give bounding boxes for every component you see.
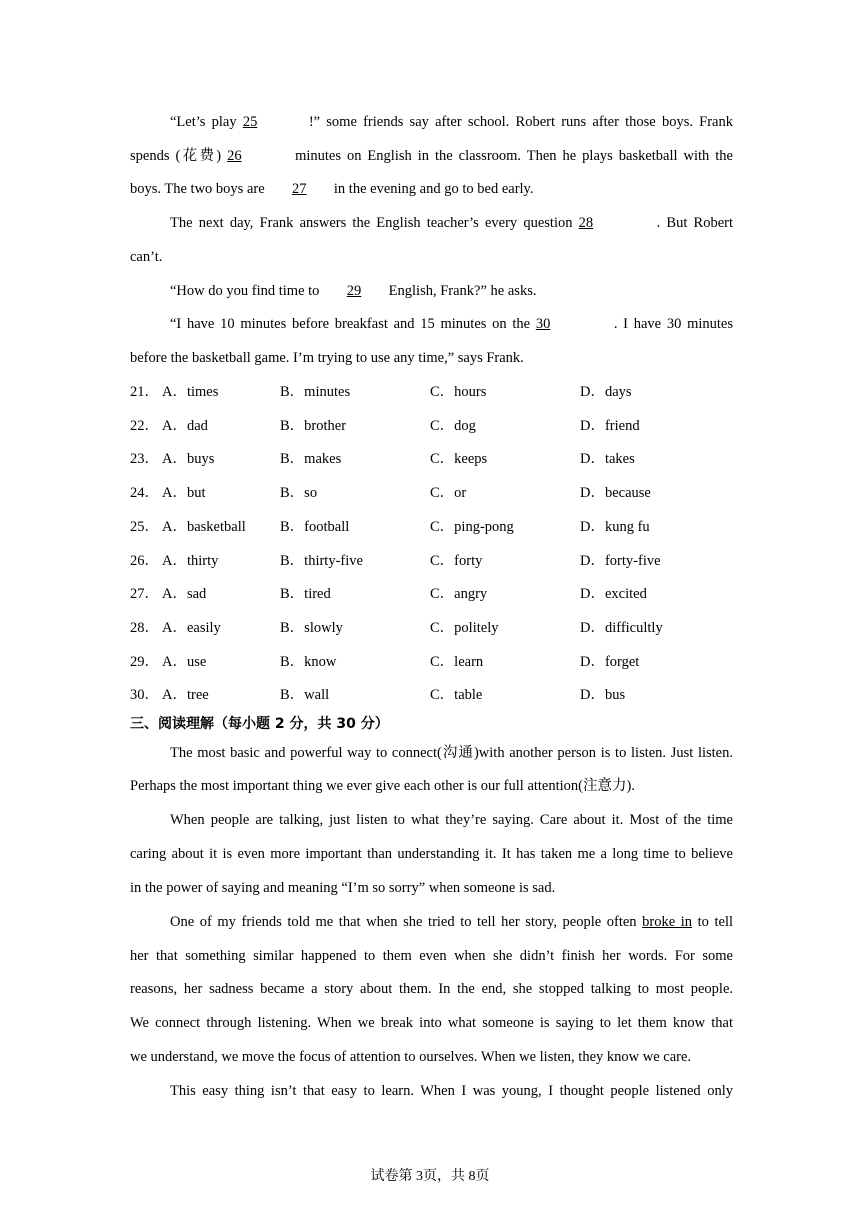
reading-line: reasons, her sadness became a story about them. In the end, she stopped talking to most people. — [130, 981, 733, 997]
option-b: B．so — [280, 485, 318, 502]
cloze-line: “Let’s play 25 !” some friends say after school. Robert runs after those boys. Frank — [130, 105, 733, 139]
question-number: 24． — [130, 485, 159, 502]
option-b: B．makes — [280, 451, 342, 468]
option-a: A．basketball — [162, 518, 246, 535]
question-number: 28． — [130, 619, 159, 636]
blank-26: 26 — [227, 148, 242, 164]
option-c: C．politely — [430, 619, 499, 636]
option-a: A．but — [162, 485, 206, 502]
cloze-line: boys. The two boys are 27 in the evening and go to bed early. — [130, 172, 733, 206]
question-number: 29． — [130, 653, 159, 670]
option-a: A．easily — [162, 619, 221, 636]
option-d: D．kung fu — [580, 518, 650, 535]
question-row — [130, 510, 750, 544]
option-a: A．use — [162, 653, 207, 670]
option-d: D．days — [580, 384, 632, 400]
blank-30: 30 — [535, 316, 551, 332]
option-a: A．dad — [162, 417, 208, 434]
option-c: C．forty — [430, 552, 483, 569]
option-b: B．football — [280, 518, 350, 535]
option-d: D．bus — [580, 687, 626, 704]
question-row — [130, 645, 750, 679]
question-number: 27． — [130, 586, 159, 603]
option-a: A．buys — [162, 451, 215, 468]
question-row — [130, 611, 750, 645]
cloze-line: The next day, Frank answers the English teacher’s every question 28 . But Robert — [130, 206, 733, 240]
option-c: C．table — [430, 687, 483, 704]
option-d: D．forget — [580, 653, 640, 670]
reading-line: This easy thing isn’t that easy to learn. When I was young, I thought people listened only — [170, 1083, 733, 1099]
option-b: B．wall — [280, 687, 330, 704]
option-b: B．brother — [280, 417, 347, 434]
question-row — [130, 375, 750, 409]
option-c: C．ping-pong — [430, 518, 514, 535]
option-c: C．or — [430, 485, 467, 502]
option-d: D．difficultly — [580, 619, 663, 636]
underlined-phrase: broke in — [642, 914, 693, 930]
section-heading: 三、阅读理解（每小题 2 分，共 30 分） — [130, 716, 389, 732]
option-b: B．thirty-five — [280, 552, 363, 569]
option-a: A．tree — [162, 687, 209, 704]
question-row — [130, 476, 750, 510]
cloze-line: spends (花费) 26 minutes on English in the classroom. Then he plays basketball with the — [130, 139, 733, 173]
option-c: C．dog — [430, 417, 476, 434]
option-d: D．because — [580, 485, 651, 502]
question-row — [130, 678, 750, 712]
option-d: D．forty-five — [580, 552, 661, 569]
blank-28: 28 — [578, 215, 594, 231]
blank-25: 25 — [242, 114, 258, 130]
reading-line: her that something similar happened to them even when she didn’t finish her words. For some — [130, 948, 733, 964]
question-number: 26． — [130, 552, 159, 569]
blank-27: 27 — [292, 181, 307, 197]
option-a: A．thirty — [162, 552, 219, 569]
cloze-line: can’t. — [130, 249, 163, 265]
option-b: B．slowly — [280, 619, 343, 636]
reading-line: When people are talking, just listen to what they’re saying. Care about it. Most of the time — [170, 812, 733, 828]
reading-line: caring about it is even more important than understanding it. It has taken me a long time to believe — [130, 846, 733, 862]
option-d: D．takes — [580, 451, 635, 468]
option-b: B．know — [280, 653, 337, 670]
cloze-line: before the basketball game. I’m trying to use any time,” says Frank. — [130, 350, 524, 366]
cloze-line: “How do you find time to 29 English, Frank?” he asks. — [130, 274, 733, 308]
question-row — [130, 409, 750, 443]
question-number: 23． — [130, 451, 159, 468]
option-a: A．sad — [162, 586, 207, 603]
reading-line: We connect through listening. When we break into what someone is saying to let them know that — [130, 1015, 733, 1031]
question-number: 25． — [130, 518, 159, 535]
reading-line: in the power of saying and meaning “I’m so sorry” when someone is sad. — [130, 880, 556, 896]
question-row — [130, 577, 750, 611]
option-d: D．friend — [580, 417, 640, 434]
option-b: B．minutes — [280, 384, 351, 400]
option-c: C．learn — [430, 653, 484, 670]
reading-line: One of my friends told me that when she tried to tell her story, people often broke in to tell — [170, 914, 733, 930]
blank-29: 29 — [346, 283, 362, 299]
question-number: 21． — [130, 384, 159, 400]
question-row — [130, 544, 750, 578]
option-b: B．tired — [280, 586, 331, 603]
reading-line: Perhaps the most important thing we ever give each other is our full attention(注意力). — [130, 778, 635, 794]
option-c: C．keeps — [430, 451, 488, 468]
option-a: A．times — [162, 384, 219, 400]
option-c: C．angry — [430, 586, 488, 603]
option-c: C．hours — [430, 384, 487, 400]
page-footer: 试卷第 3页，共 8页 — [370, 1169, 490, 1184]
question-row — [130, 442, 750, 476]
reading-line: we understand, we move the focus of attention to ourselves. When we listen, they know we care. — [130, 1049, 692, 1065]
reading-line: The most basic and powerful way to connect(沟通)with another person is to listen. Just listen. — [170, 745, 733, 761]
question-number: 30． — [130, 687, 159, 704]
question-number: 22． — [130, 417, 159, 434]
option-d: D．excited — [580, 586, 647, 603]
cloze-line: “I have 10 minutes before breakfast and 15 minutes on the 30 . I have 30 minutes — [130, 307, 733, 341]
